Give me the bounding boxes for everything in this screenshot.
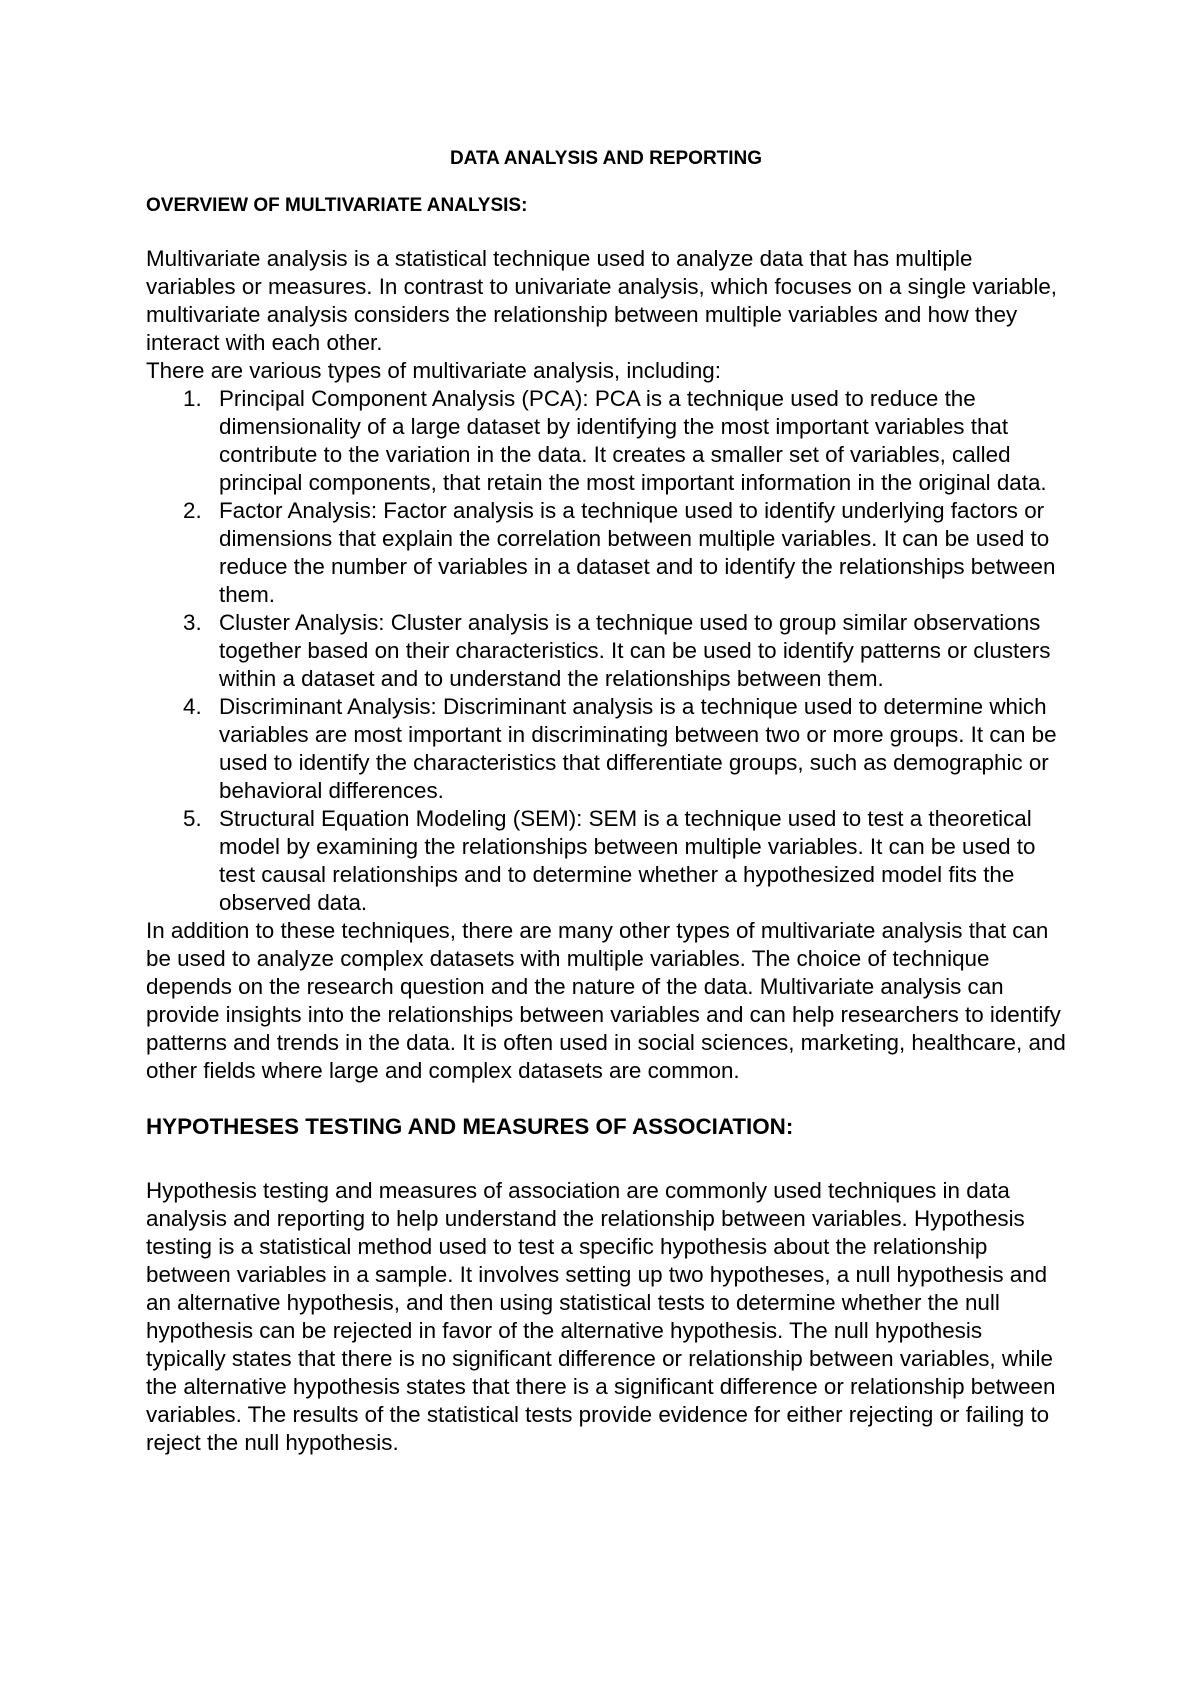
list-item xyxy=(146,805,1066,917)
list-item-number: 1. xyxy=(183,386,202,411)
list-item xyxy=(146,609,1066,693)
multivariate-types-list xyxy=(146,385,1066,917)
multivariate-list-intro: There are various types of multivariate analysis, including: xyxy=(146,358,721,383)
list-item-text: Factor Analysis: Factor analysis is a technique used to identify underlying factors or dimensions that explain the correlation between multiple variables. It can be used to reduce the number of variables in a dataset and to identify the relationships between them. xyxy=(219,498,1056,607)
document-title: DATA ANALYSIS AND REPORTING xyxy=(449,148,763,169)
list-item-text: Cluster Analysis: Cluster analysis is a technique used to group similar observations together based on their characteristics. It can be used to identify patterns or clusters within a dataset and to understand the relationships between them. xyxy=(219,610,1051,691)
list-item-text: Discriminant Analysis: Discriminant analysis is a technique used to determine which variables are most important in discriminating between two or more groups. It can be used to identify the characteristics that differentiate groups, such as demographic or behavioral differences. xyxy=(219,694,1057,803)
document-page xyxy=(146,146,1066,1457)
list-item-number: 3. xyxy=(183,610,202,635)
section-heading-multivariate: OVERVIEW OF MULTIVARIATE ANALYSIS: xyxy=(146,195,528,216)
list-item-number: 4. xyxy=(183,694,202,719)
section-heading-hypotheses: HYPOTHESES TESTING AND MEASURES OF ASSOCIATION: xyxy=(146,1114,794,1139)
list-item-text: Structural Equation Modeling (SEM): SEM is a technique used to test a theoretical model by examining the relationships between multiple variables. It can be used to test causal relationships and to determine whether a hypothesized model fits the observed data. xyxy=(219,806,1036,915)
list-item-text: Principal Component Analysis (PCA): PCA is a technique used to reduce the dimensionality of a large dataset by identifying the most important variables that contribute to the variation in the data. It creates a smaller set of variables, called principal components, that retain the most important information in the original data. xyxy=(219,386,1047,495)
hypotheses-paragraph: Hypothesis testing and measures of association are commonly used techniques in data analysis and reporting to help understand the relationship between variables. Hypothesis testing is a statistical method used to test a specific hypothesis about the relationship between variables in a sample. It involves setting up two hypotheses, a null hypothesis and an alternative hypothesis, and then using statistical tests to determine whether the null hypothesis can be rejected in favor of the alternative hypothesis. The null hypothesis typically states that there is no significant difference or relationship between variables, while the alternative hypothesis states that there is a significant difference or relationship between variables. The results of the statistical tests provide evidence for either rejecting or failing to reject the null hypothesis. xyxy=(146,1178,1056,1455)
list-item xyxy=(146,693,1066,805)
list-item-number: 5. xyxy=(183,806,202,831)
multivariate-conclusion-paragraph: In addition to these techniques, there are many other types of multivariate analysis that can be used to analyze complex datasets with multiple variables. The choice of technique depends on the research question and the nature of the data. Multivariate analysis can provide insights into the relationships between variables and can help researchers to identify patterns and trends in the data. It is often used in social sciences, marketing, healthcare, and other fields where large and complex datasets are common. xyxy=(146,918,1066,1083)
list-item-number: 2. xyxy=(183,498,202,523)
list-item xyxy=(146,497,1066,609)
multivariate-intro-paragraph: Multivariate analysis is a statistical technique used to analyze data that has multiple variables or measures. In contrast to univariate analysis, which focuses on a single variable, multivariate analysis considers the relationship between multiple variables and how they interact with each other. xyxy=(146,246,1058,355)
list-item xyxy=(146,385,1066,497)
